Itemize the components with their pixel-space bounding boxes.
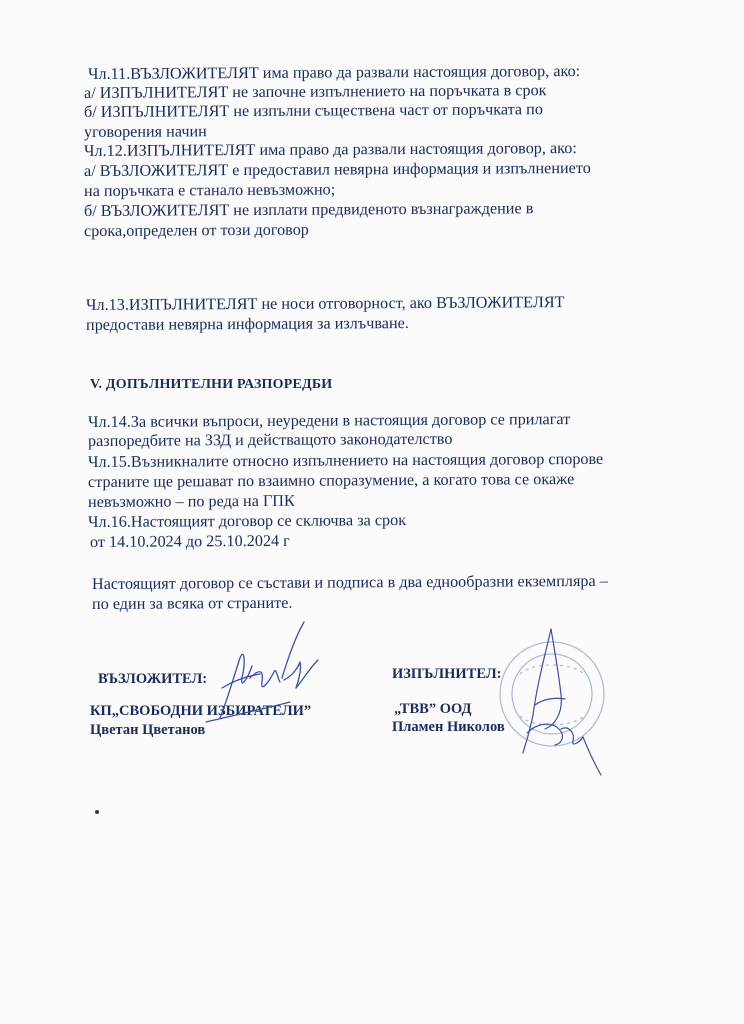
contractor-person: Пламен Николов xyxy=(392,719,505,735)
contractor-handwritten-signature xyxy=(515,625,605,785)
text-line: Чл.11.ВЪЗЛОЖИТЕЛЯТ има право да развали настоящия договор, ако: xyxy=(87,61,581,83)
text-line: Чл.16.Настоящият договор се сключва за срок xyxy=(87,511,407,531)
text-line: а/ ИЗПЪЛНИТЕЛЯТ не започне изпълнението на поръчката в срок xyxy=(83,81,547,102)
text-line: от 14.10.2024 до 25.10.2024 г xyxy=(89,531,290,551)
assignor-handwritten-signature xyxy=(200,618,330,728)
section-heading: V. ДОПЪЛНИТЕЛНИ РАЗПОРЕДБИ xyxy=(90,377,333,392)
text-line: Чл.15.Възникналите относно изпълнението на настоящия договор спорове xyxy=(87,449,604,471)
text-line: невъзможно – по реда на ГПК xyxy=(87,491,295,511)
text-line: срока,определен от този договор xyxy=(83,220,309,240)
contractor-label: ИЗПЪЛНИТЕЛ: xyxy=(392,666,502,682)
text-line: на поръчката е станало невъзможно; xyxy=(83,180,336,200)
text-line: б/ ВЪЗЛОЖИТЕЛЯТ не изплати предвиденото възнаграждение в xyxy=(83,199,534,220)
assignor-organization: КП„СВОБОДНИ ИЗБИРАТЕЛИ” xyxy=(90,703,312,719)
text-line: по един за всяка от страните. xyxy=(91,593,293,613)
bullet-dot xyxy=(95,810,99,814)
text-line: страните ще решават по взаимно споразумение, а когато това се окаже xyxy=(87,470,575,491)
text-line: Настоящият договор се състави и подписа в два еднообразни екземпляра – xyxy=(91,571,608,593)
text-line: уговорения начин xyxy=(83,122,207,141)
text-line: разпоредбите на ЗЗД и действащото законодателство xyxy=(87,429,453,450)
text-line: Чл.13.ИЗПЪЛНИТЕЛЯТ не носи отговорност, ако ВЪЗЛОЖИТЕЛЯТ xyxy=(85,293,565,314)
text-line: б/ ИЗПЪЛНИТЕЛЯТ не изпълни съществена част от поръчката по xyxy=(83,100,543,121)
assignor-label: ВЪЗЛОЖИТЕЛ: xyxy=(98,671,208,687)
text-line: а/ ВЪЗЛОЖИТЕЛЯТ е предоставил невярна информация и изпълнението xyxy=(83,158,591,180)
contractor-organization: „ТВВ” ООД xyxy=(394,701,472,717)
text-line: Чл.12.ИЗПЪЛНИТЕЛЯТ има право да развали настоящия договор, ако: xyxy=(83,138,577,160)
text-line: Чл.14.За всички въпроси, неуредени в настоящия договор се прилагат xyxy=(87,410,571,431)
text-line: предостави невярна информация за излъчване. xyxy=(85,314,409,334)
assignor-person: Цветан Цветанов xyxy=(90,722,206,738)
